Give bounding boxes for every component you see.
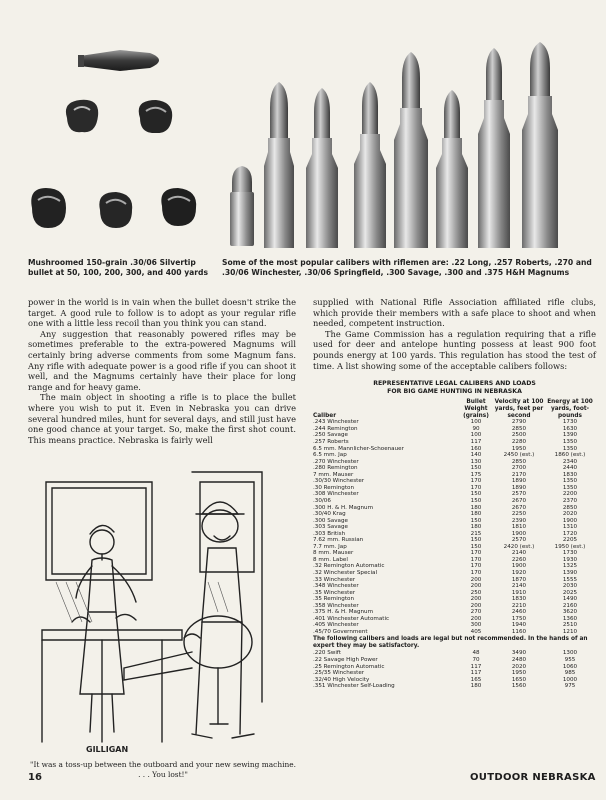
- cell-velocity: 2280: [511, 439, 527, 446]
- cell-velocity: 2480: [511, 656, 527, 663]
- paragraph: power in the world is in vain when the bullet doesn't strike the target. A good rule to follow is to adopt as your regular rifle one with a little less recoil than you think you can stand.: [28, 297, 296, 329]
- cell-energy: 1860 (est.): [554, 452, 586, 459]
- cell-caliber: .405 Winchester: [313, 622, 359, 629]
- cell-energy: 2340: [562, 458, 578, 465]
- cell-velocity: 2260: [511, 556, 527, 563]
- cell-energy: 1730: [562, 419, 578, 426]
- cell-caliber: .348 Winchester: [313, 583, 359, 590]
- cell-energy: 1555: [562, 576, 578, 583]
- cell-velocity: 2450 (est.): [503, 452, 535, 459]
- cartoon-caption: "It was a toss-up between the outboard and your new sewing machine. . . . You lost!": [30, 760, 296, 779]
- cell-energy: 1930: [562, 556, 578, 563]
- cell-caliber: 7.62 mm. Russian: [313, 537, 364, 544]
- cell-energy: 1310: [562, 524, 578, 531]
- cell-velocity: 2140: [511, 550, 527, 557]
- cell-weight: 140: [470, 452, 482, 459]
- cell-velocity: 1950: [511, 670, 527, 677]
- cell-energy: 2440: [562, 465, 578, 472]
- cell-caliber: .244 Remington: [313, 425, 358, 432]
- cell-energy: 1000: [562, 676, 578, 683]
- cell-velocity: 1890: [511, 478, 527, 485]
- cell-weight: 117: [470, 439, 482, 446]
- mushroom-200yd: [31, 188, 66, 228]
- table-row: [313, 629, 593, 636]
- cell-energy: 1950 (est.): [554, 543, 586, 550]
- cell-caliber: .270 Winchester: [313, 458, 359, 465]
- cell-velocity: 1750: [511, 615, 527, 622]
- cell-velocity: 2790: [511, 419, 527, 426]
- paragraph: Any suggestion that reasonably powered rifles may be sometimes preferable to the extra-powered Magnums will certainly bring adverse comments from some Magnum fans. Any rifle with adequate power is a good rifle if you can shoot it well, and the Magnums certainly have their place for long range and for heavy game.: [28, 328, 296, 392]
- cartoonist-signature: GILLIGAN: [86, 745, 129, 754]
- mushroom-100yd: [139, 100, 172, 133]
- cell-energy: 975: [564, 683, 576, 690]
- cell-energy: 2850: [562, 504, 578, 511]
- page-number: 16: [28, 772, 42, 783]
- photo-caption-left: Mushroomed 150-grain .30/06 Silvertip bullet at 50, 100, 200, 300, and 400 yards: [28, 258, 208, 277]
- cell-caliber: .22 Savage High Power: [313, 656, 378, 663]
- cartridge-3006-spr: [394, 52, 428, 248]
- cell-caliber: .250 Savage: [313, 432, 348, 439]
- cell-caliber: .30/30 Winchester: [313, 478, 365, 485]
- cell-velocity: 2500: [511, 432, 527, 439]
- calibers-table-section: [313, 380, 596, 690]
- cell-weight: 250: [470, 589, 482, 596]
- cell-weight: 150: [470, 465, 482, 472]
- paragraph: supplied with National Rifle Association affiliated rifle clubs, which provide their members with a safe place to shoot and when needed, competent instruction.: [313, 297, 596, 329]
- cell-weight: 150: [470, 537, 482, 544]
- cell-weight: 200: [470, 576, 482, 583]
- table-title-line1: REPRESENTATIVE LEGAL CALIBERS AND LOADS: [373, 380, 536, 387]
- cell-energy: 1350: [562, 439, 578, 446]
- cell-caliber: .308 Winchester: [313, 491, 359, 498]
- cell-energy: 1300: [562, 650, 578, 657]
- cell-energy: 3620: [562, 609, 578, 616]
- cell-velocity: 2570: [511, 491, 527, 498]
- cell-weight: 200: [470, 615, 482, 622]
- mushroom-400yd: [161, 188, 196, 226]
- cell-weight: 90: [472, 425, 480, 432]
- cell-weight: 200: [470, 602, 482, 609]
- cell-velocity: 1920: [511, 569, 527, 576]
- cell-energy: 1350: [562, 484, 578, 491]
- cell-energy: 1360: [562, 615, 578, 622]
- cell-weight: 150: [470, 517, 482, 524]
- cell-weight: 117: [470, 663, 482, 670]
- cell-energy: 985: [564, 670, 576, 677]
- cell-caliber: 8 mm. Mauser: [313, 550, 354, 557]
- cell-energy: 1350: [562, 445, 578, 452]
- cartridge-3006-win: [354, 82, 386, 248]
- cell-caliber: 6.5 mm. Jap: [313, 452, 347, 459]
- cell-weight: 170: [470, 569, 482, 576]
- cell-caliber: .300 H. & H. Magnum: [313, 504, 374, 511]
- cell-weight: 150: [470, 497, 482, 504]
- cell-caliber: .351 Winchester Self-Loading: [313, 683, 395, 690]
- cell-velocity: 2170: [511, 471, 527, 478]
- cell-caliber: .220 Swift: [313, 650, 341, 657]
- header-weight: Bullet Weight (grains): [463, 399, 489, 419]
- cell-energy: 1900: [562, 517, 578, 524]
- cartridge-270: [306, 88, 338, 248]
- cell-caliber: .303 British: [313, 530, 346, 537]
- cell-energy: 2025: [562, 589, 578, 596]
- cell-velocity: 2850: [511, 458, 527, 465]
- cell-energy: 1390: [562, 569, 578, 576]
- cell-velocity: 2850: [511, 425, 527, 432]
- cell-weight: 270: [470, 609, 482, 616]
- paragraph: The main object in shooting a rifle is to place the bullet where you wish to put it. Even in Nebraska you can drive several hundred miles, hunt for several days, and still just have one good chance at your target. So, make the first shot count. This means practice. Nebraska is fairly well: [28, 392, 296, 445]
- magazine-name: OUTDOOR NEBRASKA: [470, 772, 596, 783]
- cell-weight: 100: [470, 419, 482, 426]
- cell-weight: 170: [470, 550, 482, 557]
- cell-weight: 165: [470, 676, 482, 683]
- cell-velocity: 1870: [511, 576, 527, 583]
- cell-energy: 2370: [562, 497, 578, 504]
- table-note: The following calibers and loads are legal but not recommended. In the hands of an expert they may be satisfactory.: [313, 636, 588, 650]
- table-row: [313, 683, 593, 690]
- cell-energy: 2160: [562, 602, 578, 609]
- cartridge-300-hh: [478, 48, 510, 248]
- cartridge-257: [264, 82, 294, 248]
- cell-energy: 1210: [562, 628, 578, 635]
- cell-weight: 200: [470, 583, 482, 590]
- cell-velocity: 1950: [511, 445, 527, 452]
- cell-caliber: .35 Winchester: [313, 589, 356, 596]
- mushroom-50yd: [66, 100, 98, 132]
- cell-caliber: .300 Savage: [313, 517, 348, 524]
- cell-weight: 200: [470, 596, 482, 603]
- cell-caliber: .358 Winchester: [313, 602, 359, 609]
- cell-weight: 180: [470, 524, 482, 531]
- cell-velocity: 1560: [511, 683, 527, 690]
- cell-caliber: .45/70 Government: [313, 628, 368, 635]
- cell-velocity: 1160: [511, 628, 527, 635]
- cell-caliber: .30/40 Krag: [313, 511, 346, 518]
- cell-weight: 160: [470, 445, 482, 452]
- paragraph: The Game Commission has a regulation requiring that a rifle used for deer and antelope hunting possess at least 900 foot pounds energy at 100 yards. This regulation has stood the test of time. A list showing some of the acceptable calibers follows:: [313, 328, 596, 371]
- cell-caliber: .401 Winchester Automatic: [313, 615, 390, 622]
- cell-energy: 1630: [562, 425, 578, 432]
- mushroom-300yd: [99, 192, 132, 228]
- cell-weight: 180: [470, 683, 482, 690]
- cell-velocity: 2700: [511, 465, 527, 472]
- cell-weight: 170: [470, 478, 482, 485]
- cartridge-375-hh: [522, 42, 558, 248]
- rifle-cartridges-photo: [222, 42, 592, 254]
- cell-weight: 130: [470, 458, 482, 465]
- header-caliber: Caliber: [313, 412, 337, 419]
- cell-caliber: .35 Remington: [313, 596, 355, 603]
- cell-energy: 2020: [562, 511, 578, 518]
- table-title-line2: FOR BIG GAME HUNTING IN NEBRASKA: [387, 388, 522, 395]
- cell-velocity: 1900: [511, 563, 527, 570]
- cell-velocity: 2250: [511, 511, 527, 518]
- cell-energy: 2510: [562, 622, 578, 629]
- header-velocity: Velocity at 100 yards, feet per second: [494, 399, 544, 419]
- cell-energy: 1830: [562, 471, 578, 478]
- cell-velocity: 2670: [511, 497, 527, 504]
- cell-velocity: 1900: [511, 530, 527, 537]
- right-column-text: [313, 297, 596, 371]
- cell-weight: 300: [470, 622, 482, 629]
- left-column-text: [28, 297, 296, 445]
- cell-caliber: .32 Remington Automatic: [313, 563, 385, 570]
- cell-velocity: 1940: [511, 622, 527, 629]
- cell-velocity: 2140: [511, 583, 527, 590]
- cell-velocity: 2420 (est.): [503, 543, 535, 550]
- intact-bullet: [78, 50, 159, 71]
- cell-caliber: .30 Remington: [313, 484, 355, 491]
- cell-energy: 1720: [562, 530, 578, 537]
- cell-weight: 405: [470, 628, 482, 635]
- cell-weight: 170: [470, 556, 482, 563]
- header-energy: Energy at 100 yards, foot-pounds: [547, 399, 593, 419]
- cell-weight: 170: [470, 563, 482, 570]
- cell-energy: 1390: [562, 432, 578, 439]
- cell-energy: 1350: [562, 478, 578, 485]
- cell-weight: 117: [470, 670, 482, 677]
- cell-caliber: .243 Winchester: [313, 419, 359, 426]
- cell-caliber: .375 H. & H. Magnum: [313, 609, 374, 616]
- cell-weight: 215: [470, 530, 482, 537]
- cell-weight: 175: [470, 471, 482, 478]
- cell-weight: 170: [470, 484, 482, 491]
- cell-velocity: 1650: [511, 676, 527, 683]
- cell-weight: 100: [470, 432, 482, 439]
- cell-weight: 70: [472, 656, 480, 663]
- cell-velocity: 2390: [511, 517, 527, 524]
- cell-energy: 1730: [562, 550, 578, 557]
- cartridge-300-sav: [436, 90, 468, 248]
- cell-caliber: .280 Remington: [313, 465, 358, 472]
- cell-velocity: 2210: [511, 602, 527, 609]
- cell-caliber: .303 Savage: [313, 524, 348, 531]
- cell-caliber: 6.5 mm. Mannlicher-Schoenauer: [313, 445, 404, 452]
- cell-energy: 1325: [562, 563, 578, 570]
- cell-velocity: 2570: [511, 537, 527, 544]
- cell-energy: 955: [564, 656, 576, 663]
- cell-energy: 1060: [562, 663, 578, 670]
- cell-weight: 150: [470, 491, 482, 498]
- cartoon-illustration: [32, 462, 294, 754]
- cell-velocity: 2670: [511, 504, 527, 511]
- mushroomed-bullets-photo: [22, 38, 202, 248]
- cell-velocity: 2460: [511, 609, 527, 616]
- cell-velocity: 1890: [511, 484, 527, 491]
- cell-caliber: .25 Remington Automatic: [313, 663, 385, 670]
- cell-caliber: .32/40 High Velocity: [313, 676, 370, 683]
- cell-caliber: 7 mm. Mauser: [313, 471, 354, 478]
- cell-weight: 180: [470, 504, 482, 511]
- cell-velocity: 1810: [511, 524, 527, 531]
- cartridge-22: [230, 166, 254, 246]
- cell-caliber: .257 Roberts: [313, 439, 349, 446]
- cell-energy: 2200: [562, 491, 578, 498]
- cell-caliber: 7.7 mm. Jap: [313, 543, 347, 550]
- cell-weight: 48: [472, 650, 480, 657]
- cell-velocity: 3490: [511, 650, 527, 657]
- cell-energy: 1490: [562, 596, 578, 603]
- cell-caliber: .33 Winchester: [313, 576, 356, 583]
- calibers-table-not-recommended: [313, 650, 593, 689]
- cell-weight: 150: [470, 543, 482, 550]
- cell-caliber: .25/35 Winchester: [313, 670, 365, 677]
- cell-caliber: 8 mm. Label: [313, 556, 348, 563]
- cell-caliber: .30/06: [313, 497, 331, 504]
- cell-weight: 180: [470, 511, 482, 518]
- cell-velocity: 1910: [511, 589, 527, 596]
- cell-energy: 2030: [562, 583, 578, 590]
- photo-caption-right: Some of the most popular calibers with riflemen are: .22 Long, .257 Roberts, .270 and .30/06 Winchester, .30/06 Springfield, .300 Savage, .300 and .375 H&H Magnums: [222, 258, 592, 277]
- cell-velocity: 1830: [511, 596, 527, 603]
- cell-caliber: .32 Winchester Special: [313, 569, 378, 576]
- cell-energy: 2205: [562, 537, 578, 544]
- calibers-table: [313, 399, 593, 635]
- cell-velocity: 2020: [511, 663, 527, 670]
